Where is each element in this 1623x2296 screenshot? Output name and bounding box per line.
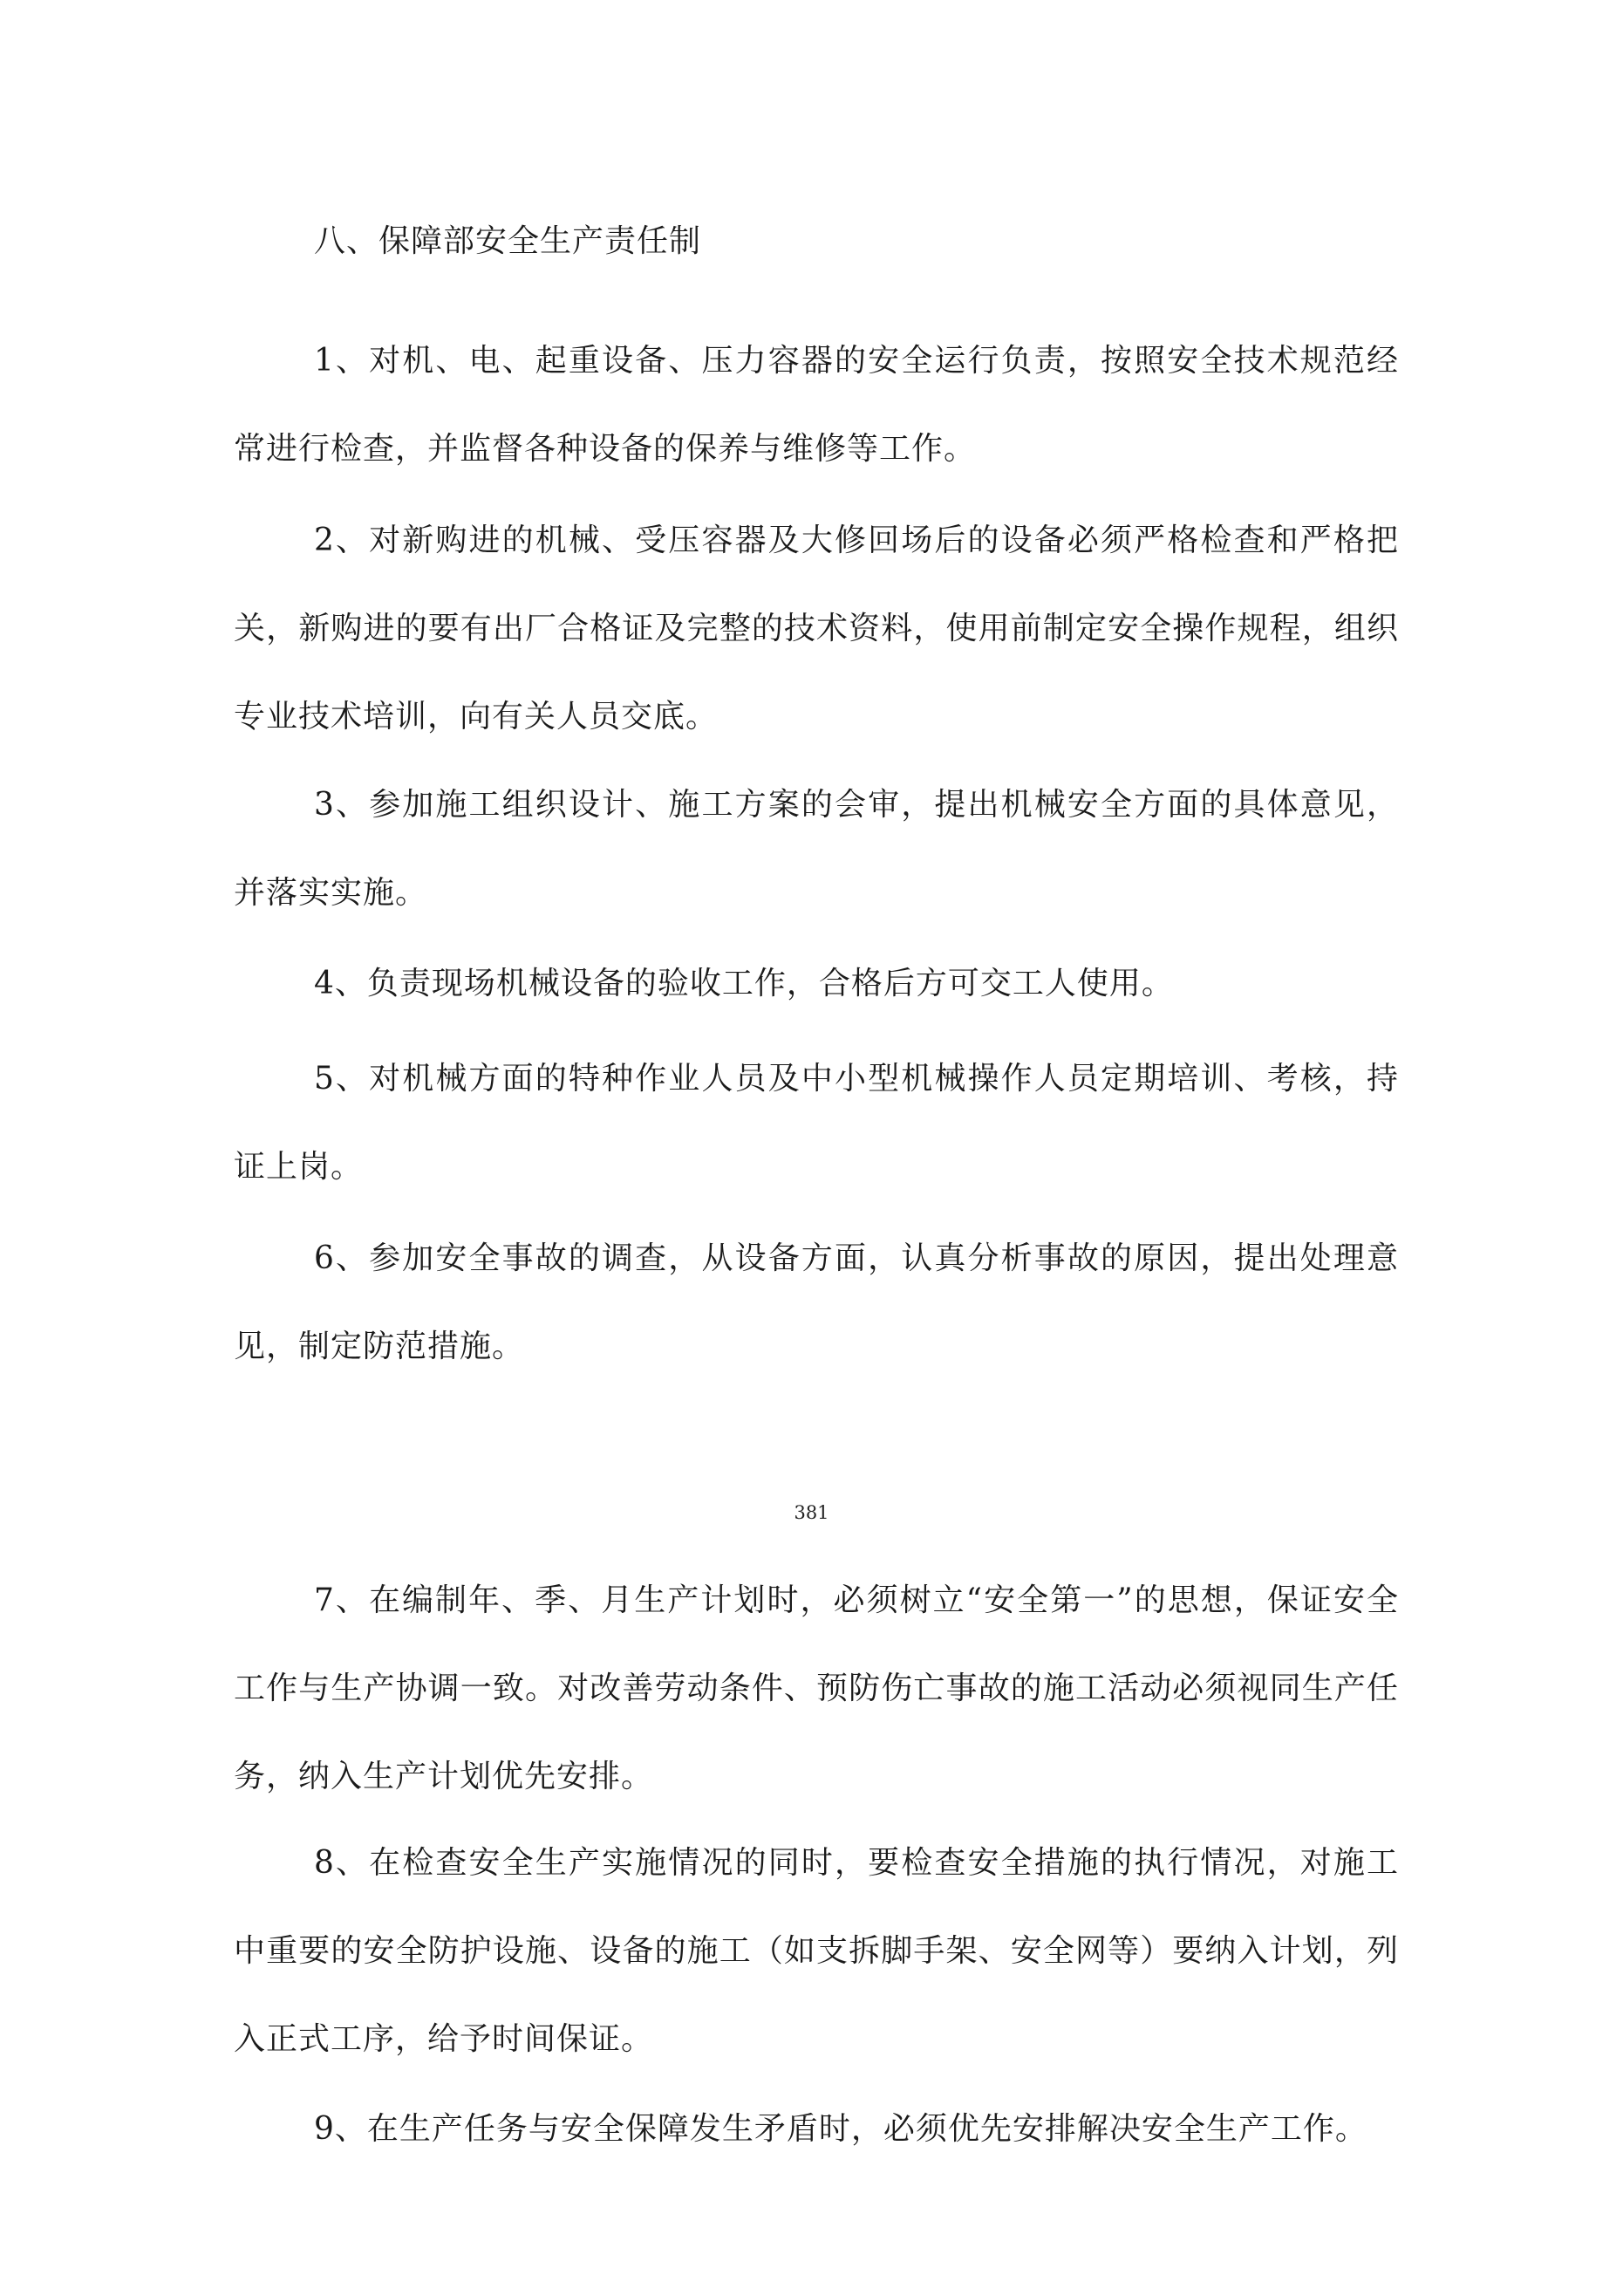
paragraph-7: 7、在编制年、季、月生产计划时，必须树立“安全第一”的思想，保证安全工作与生产协调一致。对改善劳动条件、预防伤亡事故的施工活动必须视同生产任务，纳入生产计划优先安排。 [234,1582,1399,1794]
paragraph-2: 2、对新购进的机械、受压容器及大修回场后的设备必须严格检查和严格把关，新购进的要有出厂合格证及完整的技术资料，使用前制定安全操作规程，组织专业技术培训，向有关人员交底。 [234,523,1399,735]
paragraph-6: 6、参加安全事故的调查，从设备方面，认真分析事故的原因，提出处理意见，制定防范措施。 [234,1240,1399,1364]
page-number: 381 [794,1502,829,1523]
paragraph-9: 9、在生产任务与安全保障发生矛盾时，必须优先安排解决安全生产工作。 [314,2111,1367,2147]
paragraph-4: 4、负责现场机械设备的验收工作，合格后方可交工人使用。 [314,966,1174,1001]
paragraph-5: 5、对机械方面的特种作业人员及中小型机械操作人员定期培训、考核，持证上岗。 [234,1061,1399,1185]
paragraph-1: 1、对机、电、起重设备、压力容器的安全运行负责，按照安全技术规范经常进行检查，并监督各种设备的保养与维修等工作。 [234,343,1399,467]
paragraph-8: 8、在检查安全生产实施情况的同时，要检查安全措施的执行情况，对施工中重要的安全防护设施、设备的施工（如支拆脚手架、安全网等）要纳入计划，列入正式工序，给予时间保证。 [234,1845,1399,2057]
section-heading: 八、保障部安全生产责任制 [314,223,702,259]
paragraph-3: 3、参加施工组织设计、施工方案的会审，提出机械安全方面的具体意见，并落实实施。 [234,787,1399,911]
